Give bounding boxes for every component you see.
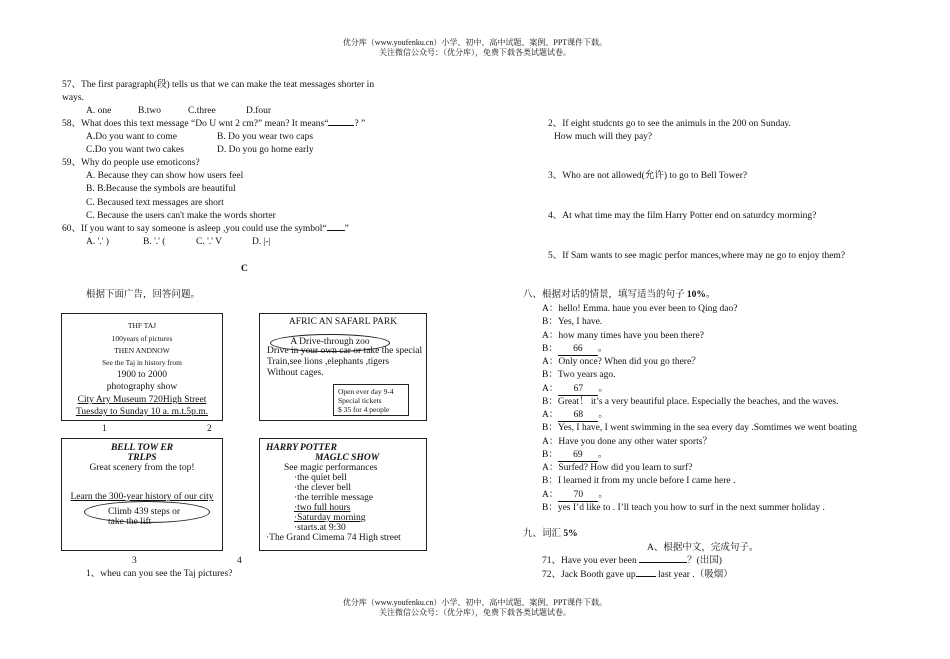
dialog-answer-blank[interactable]: 70 — [558, 490, 598, 502]
footer-line-1: 优分库（www.youfenku.cn）小学、初中、高中试题、案例、PPT课件下载。 — [342, 598, 608, 607]
q72-post: last year .（吸烟） — [655, 570, 733, 580]
dialog-text: 。 — [598, 410, 608, 420]
ad-taj-line8: Tuesday to Sunday 10 a. m.t.5p.m. — [75, 407, 209, 417]
ad-safari-line3: Without cages. — [267, 368, 324, 378]
q72-pre: 72、Jack Booth gave up — [542, 570, 636, 580]
ad-taj-line3: THEN ANDNOW — [114, 346, 170, 355]
section-9-title: 九、词汇 — [523, 529, 564, 539]
section-8-title: 八、根据对话的情景，填写适当的句子 — [523, 290, 687, 300]
dialog-speaker: A： — [542, 463, 559, 473]
ad-taj-line7: City Ary Museum 720High Street — [77, 395, 207, 405]
q57-stem-cont: ways. — [62, 93, 84, 103]
ad-number-2: 2 — [207, 424, 212, 434]
ad-safari-title: AFRIC AN SAFARL PARK — [288, 317, 398, 327]
ad-harry-line1: See magic performances — [284, 463, 378, 473]
question-71 — [542, 556, 722, 567]
section-8-heading — [523, 290, 715, 301]
q58-option-c: C.Do you want two cakes — [86, 145, 184, 155]
dialog-speaker: B： — [542, 423, 558, 434]
ad-safari-inner2: Special tickets — [338, 396, 382, 405]
section-c-label: C — [241, 264, 248, 274]
dialog-text: hello! Emma. haue you ever been to Qing dao? — [558, 304, 738, 314]
header-line-2: 关注微信公众号：（优分库），免费下载各类试题试卷。 — [379, 48, 571, 57]
dialog-text: Surfed? How did you learn to surf? — [558, 463, 693, 473]
question-1: 1、wheu can you see the Taj pictures? — [86, 569, 233, 579]
ad-number-4: 4 — [237, 556, 242, 566]
question-4: 4、At what time may the film Harry Potter end on saturdcy morming? — [548, 211, 817, 221]
q71-blank[interactable] — [639, 562, 687, 563]
q71-pre: 71、Have you ever been — [542, 556, 637, 566]
ad-harry-line3: ·the clever bell — [294, 483, 351, 493]
ad-taj-line5: 1900 to 2000 — [116, 370, 168, 380]
dialog-line — [542, 331, 704, 342]
dialog-line — [542, 370, 615, 381]
ad-safari-line2: Train,see lions ,elephants ,tigers — [267, 357, 390, 367]
section-9-subheading: A、根据中文，完成句子。 — [647, 543, 759, 553]
q58-option-d: D. Do you go home early — [217, 145, 314, 155]
dialog-speaker: A： — [542, 489, 559, 500]
dialog-speaker: B： — [542, 449, 558, 460]
dialog-speaker: B： — [542, 317, 558, 328]
dialog-text: 。 — [598, 383, 608, 394]
q60-stem-post: ” — [344, 224, 349, 234]
ad-bell-line1: Great scenery from the top! — [89, 463, 195, 473]
q60-blank[interactable] — [327, 230, 345, 231]
question-2-cont: How much will they pay? — [554, 132, 653, 142]
ad-harry-line2: ·the quiet bell — [294, 473, 347, 483]
q58-option-b: B. Do you wear two caps — [217, 132, 314, 142]
dialog-answer-blank[interactable]: 67 — [558, 384, 598, 396]
dialog-line — [542, 410, 608, 422]
q58-stem-pre: 58、What does this text message “Do U wnt 2 cm?” mean? It means“ — [62, 119, 329, 129]
dialog-line — [542, 317, 602, 328]
dialog-text: Yes, I have. — [557, 317, 603, 328]
ad-harry-line4: ·the terrible message — [294, 493, 374, 503]
section-8-end: 。 — [705, 290, 716, 300]
q59-option-d: C. Because the users can't make the words shorter — [86, 211, 276, 221]
ad-safari-ticket-box — [333, 384, 409, 416]
q58-option-a: A.Do you want to come — [86, 132, 178, 142]
dialog-speaker: A： — [542, 410, 559, 420]
dialog-line — [542, 503, 825, 514]
ad-safari-park — [259, 313, 427, 421]
ad-taj — [61, 313, 223, 421]
q59-option-b: B. B.Because the symbols are beautiful — [86, 184, 236, 194]
ad-taj-line6: photography show — [106, 382, 178, 392]
dialog-answer-blank[interactable]: 68 — [558, 410, 598, 422]
dialog-line — [542, 397, 839, 408]
ad-bell-oval-line1: Climb 439 steps or — [108, 507, 181, 517]
question-72 — [542, 570, 733, 581]
dialog-text: Yes, I have, I went swimming in the sea every day .Somtimes we went boating — [557, 423, 857, 434]
q58-blank[interactable] — [328, 125, 354, 126]
dialog-line — [542, 476, 735, 487]
question-3: 3、Who are not allowed(允许) to go to Bell Tower? — [548, 171, 748, 181]
dialog-line — [542, 344, 607, 356]
dialog-speaker: A： — [542, 304, 559, 314]
q57-option-b: B.two — [138, 106, 161, 116]
ad-safari-inner3: $ 35 for 4 people — [338, 405, 390, 414]
dialog-speaker: A： — [542, 436, 559, 447]
ad-harry-line8: ·The Grand Cimema 74 High street — [266, 533, 401, 543]
dialog-speaker: A： — [542, 330, 559, 341]
q59-option-a: A. Because they can show how users feel — [86, 171, 244, 181]
dialog-answer-blank[interactable]: 66 — [558, 344, 598, 356]
dialog-speaker: B： — [542, 370, 558, 381]
dialog-speaker: B： — [542, 343, 558, 354]
q60-stem-pre: 60、If you want to say someone is asleep ,you could use the symbol“ — [62, 224, 327, 234]
dialog-line — [542, 450, 607, 462]
dialog-text: 。 — [597, 449, 608, 460]
dialog-line — [542, 463, 692, 474]
ad-bell-title1: BELL TOW ER — [110, 443, 174, 453]
section-8-percent: 10% — [686, 290, 706, 300]
dialog-text: I learned it from my uncle before I came here . — [557, 476, 736, 487]
ad-bell-line2: Learn the 300-year history of our city — [70, 492, 214, 502]
q57-option-c: C.three — [188, 106, 216, 116]
ad-harry-line6: ·Saturday morning — [294, 513, 366, 523]
q60-option-d: D. |-| — [252, 237, 271, 247]
ad-instruction: 根据下面广告，回答问题。 — [86, 290, 201, 300]
footer-line-2: 关注微信公众号：（优分库），免费下载各类试题试卷。 — [379, 608, 571, 617]
q60-stem — [62, 224, 349, 235]
dialog-text: Two years ago. — [557, 370, 616, 381]
dialog-text: Only once? When did you go there？ — [558, 357, 701, 367]
question-5: 5、If Sam wants to see magic perfor mances,where may ne go to enjoy them? — [548, 251, 846, 261]
dialog-line — [542, 490, 608, 502]
dialog-line — [542, 437, 712, 448]
dialog-line — [542, 304, 738, 315]
ad-bell-tower — [61, 438, 223, 551]
q71-post: ？(出国) — [687, 556, 722, 566]
ad-harry-potter — [259, 438, 427, 551]
ad-number-1: 1 — [102, 424, 107, 434]
dialog-text: yes I’d like to . I’ll teach you how to surf in the next summer holiday . — [557, 502, 825, 513]
ad-harry-title1: HARRY POTTER — [266, 443, 337, 453]
ad-taj-line4: See the Taj in history from — [102, 358, 182, 367]
ad-safari-oval-text: A Drive-through zoo — [290, 337, 370, 347]
ad-number-3: 3 — [132, 556, 137, 566]
dialog-speaker: B： — [542, 476, 558, 487]
ad-bell-title2: TRLPS — [127, 453, 157, 463]
ad-bell-oval-line2: take the lift — [108, 517, 152, 527]
section-9-heading — [523, 529, 578, 540]
dialog-line — [542, 357, 701, 368]
ad-harry-title2: MAGLC SHOW — [315, 453, 380, 463]
q59-option-c: C. Becaused text messages are short — [86, 198, 224, 208]
ad-harry-line7: ·starts.at 9:30 — [294, 523, 346, 533]
ad-safari-inner1: Open ever day 9-4 — [338, 387, 394, 396]
dialog-speaker: B： — [542, 502, 558, 513]
q57-option-d: D.four — [246, 106, 272, 116]
q57-option-a: A. one — [86, 106, 112, 116]
dialog-speaker: B： — [542, 396, 558, 407]
dialog-text: 。 — [597, 343, 608, 354]
ad-harry-line5: ·two full hours — [294, 503, 351, 513]
q60-option-c: C. '.' V — [196, 237, 222, 247]
dialog-line — [542, 423, 857, 434]
q57-stem: 57、The first paragraph(段) tells us that we can make the teat messages shorter in — [62, 80, 375, 90]
q60-option-a: A. '.' ) — [86, 237, 109, 247]
dialog-answer-blank[interactable]: 69 — [558, 450, 598, 462]
dialog-text: Great！ it’s a very beautiful place. Especially the beaches, and the waves. — [557, 396, 839, 407]
q58-stem-post: ? ” — [354, 119, 366, 129]
section-9-percent: 5% — [563, 529, 578, 539]
dialog-text: 。 — [598, 489, 608, 500]
q60-option-b: B. '.' ( — [143, 237, 166, 247]
q59-stem: 59、Why do people use emoticons? — [62, 158, 200, 168]
ad-taj-line2: 100years of pictures — [111, 334, 173, 343]
dialog-speaker: A： — [542, 357, 559, 367]
dialog-text: Have you done any other water sports？ — [558, 436, 712, 447]
q72-blank[interactable] — [636, 576, 656, 577]
ad-taj-title: THF TAJ — [127, 321, 157, 330]
dialog-speaker: A： — [542, 383, 559, 394]
dialog-text: how many times have you been there? — [558, 330, 704, 341]
header-line-1: 优分库（www.youfenku.cn）小学、初中、高中试题、案例、PPT课件下载。 — [342, 38, 608, 47]
q58-stem — [62, 119, 365, 130]
question-2: 2、If eight studcnts go to see the animuls in the 200 on Sunday. — [548, 119, 791, 129]
ad-safari-line1: Drive in your own car or take the special — [267, 346, 423, 356]
dialog-line — [542, 384, 608, 396]
